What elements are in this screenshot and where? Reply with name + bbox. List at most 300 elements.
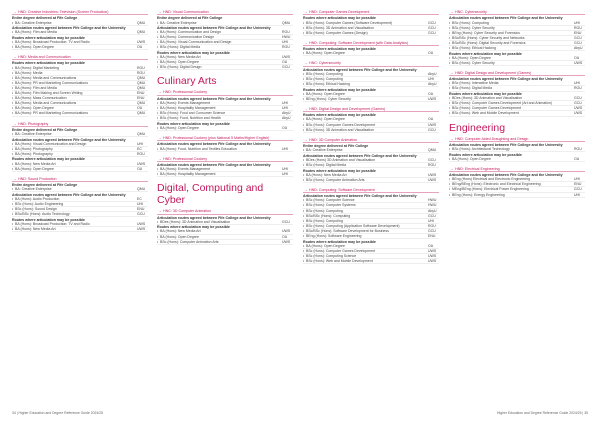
degree-name: BA: Creative Enterprise [306,148,343,153]
degree-name: BSc (Hons): Cyber Security [452,60,495,65]
degree-row [303,31,439,36]
university-code: QMU [137,101,146,106]
section-heading: Culinary Arts [157,75,217,88]
university-code: QMU [137,111,146,116]
university-code: QMU [137,85,146,90]
bullet-icon: • [449,20,451,25]
course-title: HND: Professional Cookery (plus National 5 Maths/Higher English) [163,136,270,140]
course-block [303,107,439,133]
university-code: RGU [282,45,290,50]
route-subheading: Routes where articulation may be possible [157,51,230,56]
university-code: GCU [428,157,436,162]
route-subheading: Articulation routes agreed between Fife College and the University [303,67,417,72]
course-block [157,10,293,70]
bullet-icon: • [157,100,159,105]
bullet-icon: • [449,40,451,45]
degree-name: BEng (Hons): Cyber Security [306,96,351,101]
degree-name: BSc (Hons): Computer Games (Software Development) [306,20,393,25]
university-code: AbyU [282,111,291,116]
degree-row [157,21,293,26]
university-code: UHI [574,20,581,25]
degree-name: BA (Hons): New Media Art [160,229,201,234]
course-block [303,61,439,102]
bullet-icon: • [157,239,159,244]
bullet-icon: • [157,45,159,50]
course-title: HND: Computer Aided Draughting and Design [455,136,529,141]
university-code: QMU [137,80,146,85]
bullet-icon: • [157,60,159,65]
bullet-icon: • [449,81,451,86]
bullet-icon: • [12,227,14,231]
degree-row [157,45,293,50]
course-block [12,177,148,232]
degree-row [12,132,148,137]
route-subheading: Routes where articulation may be possible [449,152,522,157]
degree-name: BSc (Hons): Computer Animation Arts [306,177,365,182]
bullet-icon: • [449,187,451,192]
arrow-right-icon: → [304,10,308,14]
university-code: QMU [137,75,146,80]
course-block [157,209,293,244]
route-subheading: Entire degree delivered at Fife College [303,144,369,149]
degree-row [12,45,148,50]
bullet-icon: • [303,117,305,122]
column-2 [157,10,293,250]
university-code: HWU [282,35,291,40]
route-subheading: Articulation routes agreed between Fife College and the University [449,16,563,21]
course-heading [303,188,439,193]
bullet-icon: • [12,20,14,25]
arrow-right-icon: → [304,40,308,45]
university-code: OU [428,117,434,122]
bullet-icon: • [157,55,159,60]
course-block [12,122,148,172]
degree-name: BDes (Hons): 3D Animation and Visualisation [452,96,523,101]
degree-name: BSc (Hons): Computer Games Development [452,106,522,111]
university-code: UWS [428,96,437,101]
bullet-icon: • [303,127,305,132]
arrow-right-icon: → [158,156,162,161]
degree-row [157,240,293,245]
bullet-icon: • [157,234,159,239]
degree-name: BA (Hons): Events Management [160,167,210,172]
university-code: GCU [574,40,582,45]
degree-name: BA (Hons): Open Degree [452,55,491,60]
university-code: UHI [282,172,289,177]
arrow-right-icon: → [450,166,454,171]
university-code: ENU [574,182,582,187]
bullet-icon: • [12,80,14,85]
university-code: AbyU [428,71,437,76]
arrow-right-icon: → [304,137,308,142]
bullet-icon: • [157,40,159,45]
university-code: UHI [137,141,144,146]
university-code: QMU [137,132,146,136]
bullet-icon: • [303,20,305,25]
course-block [157,136,293,152]
degree-name: BA (Hons): Visual Communication and Design [160,40,232,45]
university-code: UWS [428,122,437,127]
degree-name: BA (Hons): New Media Art [160,55,201,60]
degree-name: MEng/BEng (Hons): Electrical Power Engineering [452,187,529,192]
university-code: OU [282,125,288,130]
degree-name: BA (Hons): Open Degree [306,243,345,248]
bullet-icon: • [303,148,305,153]
course-heading [157,136,293,141]
bullet-icon: • [12,65,14,70]
university-code: GCU [428,25,436,30]
degree-row [12,21,148,26]
university-code: UHI [282,40,289,45]
route-subheading: Routes where articulation may be possible [12,35,85,40]
route-subheading: Articulation routes agreed between Fife College and the University [157,215,271,220]
university-code: RGU [574,147,582,151]
course-heading [12,177,148,182]
university-code: UWS [137,227,146,231]
course-heading [12,10,148,15]
bullet-icon: • [303,223,305,228]
bullet-icon: • [157,20,159,25]
degree-name: BA (Hons): New Media Art [306,172,347,177]
degree-name: BSc (Hons): Computer Games Development [306,122,376,127]
degree-name: BSc (Hons): Computer Science [306,198,355,203]
route-subheading: Articulation routes agreed between Fife College and the University [449,77,563,82]
degree-row [303,82,439,87]
degree-row [157,65,293,70]
bullet-icon: • [157,30,159,35]
arrow-right-icon: → [158,90,162,95]
course-heading [449,10,585,15]
university-code: QMU [428,148,437,153]
degree-name: BSc (Hons): Computer Games Development (Art and Animation) [452,101,552,106]
arrow-right-icon: → [304,187,308,192]
degree-name: BA (Hons): Hospitality Management [160,106,216,111]
route-subheading: Routes where articulation may be possible [303,113,376,118]
course-title: HND: Computer Games Development [309,10,370,14]
university-code: QMU [282,20,291,25]
course-title: HND: Visual Communication [163,10,209,14]
bullet-icon: • [12,106,14,111]
course-title: HND: Media and Communication [18,55,71,60]
degree-row [449,147,585,152]
degree-name: BSc (Hons): Computing [306,71,343,76]
university-code: OU [282,234,288,239]
university-code: OU [428,91,434,96]
university-code: RGU [428,223,436,228]
degree-name: BA: Creative Enterprise [15,132,52,136]
course-heading [12,55,148,60]
bullet-icon: • [303,253,305,258]
university-code: UWS [137,161,146,166]
degree-row [303,51,439,56]
bullet-icon: • [12,221,14,226]
bullet-icon: • [303,218,305,223]
bullet-icon: • [303,259,305,263]
university-code: AbyU [574,45,583,50]
university-code: OU [137,106,143,111]
degree-row [12,167,148,172]
degree-row [449,86,585,91]
degree-name: BA: Creative Enterprise [160,20,197,25]
degree-row [303,259,439,264]
arrow-right-icon: → [13,55,17,60]
university-code: UWS [428,248,437,253]
degree-row [12,227,148,232]
course-block [449,167,585,198]
bullet-icon: • [303,30,305,35]
degree-name: BA (Hons): Digital Marketing [15,65,59,70]
degree-name: BDes (Hons) 3D Animation and Visualisation [306,157,376,162]
degree-name: BA (Hons): Open Degree [306,51,345,56]
degree-name: BA (Hons): Broadcast Production: TV and Radio [15,221,90,226]
university-code: UWS [574,106,583,111]
course-block [303,188,439,264]
degree-row [449,111,585,116]
bullet-icon: • [12,70,14,75]
degree-name: BA (Hons): Photography [15,146,53,151]
degree-name: BA (Hons): Film and Media [15,30,57,35]
bullet-icon: • [157,146,159,151]
degree-row [12,187,148,192]
university-code: UHI [574,177,581,182]
course-heading [303,61,439,66]
degree-name: BSc (Hons): 3D Animation and Visualisation [306,127,375,132]
route-subheading: Articulation routes agreed between Fife College and the University [157,96,271,101]
course-title: HNC: Cybersecurity [455,10,487,14]
course-heading [303,107,439,112]
bullet-icon: • [12,111,14,116]
degree-name: BSc (Hons): Web and Mobile Development [452,111,519,116]
university-code: UHI [137,202,144,207]
bullet-icon: • [449,60,451,65]
route-subheading: Entire degree delivered at Fife College [12,16,78,21]
course-block [303,41,439,57]
university-code: UWS [428,253,437,258]
degree-name: BSc (Hons): Cyber Security [452,25,495,30]
bullet-icon: • [449,177,451,182]
degree-name: BA (Hons): Media and Communications [15,101,77,106]
route-subheading: Routes where articulation may be possible [12,217,85,222]
degree-row [157,172,293,177]
degree-name: BSc (Hons): Digital Media [452,86,493,91]
university-code: UWS [428,177,437,182]
degree-name: BSc (Hons): Ethical Hacking [306,82,350,87]
university-code: OU [282,60,288,65]
university-code: GCU [282,65,290,70]
course-block [157,90,293,131]
column-1 [12,10,148,237]
university-code: HWU [428,198,437,203]
university-code: UHI [574,81,581,86]
degree-name: BA (Hons): New Media Art [15,227,56,231]
university-code: ENU [574,30,582,35]
degree-name: BSc (Hons): Interactive Media [452,81,499,86]
bullet-icon: • [303,122,305,127]
degree-name: BA (Hons): PR and Marketing Communications [15,80,88,85]
bullet-icon: • [12,75,14,80]
bullet-icon: • [12,132,14,136]
course-title: HND: Digital Design and Development (Games) [309,106,386,111]
bullet-icon: • [12,146,14,151]
arrow-right-icon: → [450,136,454,141]
course-heading [303,41,439,46]
section-heading: Engineering [449,121,506,134]
university-code: UHI [282,106,289,111]
degree-name: BA (Hons): Open Degree [15,166,54,171]
university-code: GCU [574,187,582,192]
bullet-icon: • [449,101,451,106]
university-code: ENU [137,207,145,212]
degree-name: BSc (Hons): Food, Nutrition and Health [160,116,221,121]
degree-row [12,212,148,217]
bullet-icon: • [157,172,159,177]
university-code: RGU [574,86,582,91]
university-code: OU [574,156,580,161]
degree-name: BA (Hons): Open Degree [306,117,345,122]
degree-name: BSc (Hons): Audio Engineering [15,202,64,207]
degree-name: BSc (Hons): Digital Media [306,163,347,167]
route-subheading: Articulation routes agreed between Fife College and the University [12,192,126,197]
course-title: HND: Electrical Engineering [455,166,500,171]
route-subheading: Articulation routes agreed between Fife College and the University [157,26,271,31]
university-code: GCU [137,212,145,217]
bullet-icon: • [12,212,14,217]
degree-name: BA (Hons): Hospitality Management [160,172,216,177]
degree-name: BA (Hons): Photography [15,151,53,156]
degree-row [12,152,148,157]
university-code: UHI [574,192,581,197]
university-code: UWS [282,229,291,234]
bullet-icon: • [449,35,451,40]
degree-name: BA (Hons): Open Degree [160,234,199,239]
degree-row [303,163,439,168]
university-code: UWS [428,259,437,263]
bullet-icon: • [12,44,14,49]
course-block [303,10,439,36]
route-subheading: Routes where articulation may be possible [303,239,376,244]
bullet-icon: • [449,25,451,30]
degree-name: BEng (Hons) Electrical and Electronic Engineering [452,177,531,182]
bullet-icon: • [303,91,305,96]
university-code: ENU [137,96,145,101]
bullet-icon: • [157,106,159,111]
bullet-icon: • [12,85,14,90]
university-code: GCU [574,101,582,106]
degree-name: BEng/BEng (Hons): Electronic and Electrical Engineering [452,182,541,187]
university-code: RGU [137,70,145,75]
bullet-icon: • [157,125,159,130]
degree-name: BSc (Hons): Architectural Technology [452,147,510,151]
bullet-icon: • [157,229,159,234]
course-heading [157,90,293,95]
degree-name: BA: Creative Enterprise [15,187,52,192]
arrow-right-icon: → [158,136,162,140]
degree-name: BSc (Hons): Computing [452,20,489,25]
university-code: GCU [428,127,436,132]
route-subheading: Articulation routes agreed between Fife College and the University [12,137,126,142]
degree-name: BA (Hons): Film and Media [15,85,57,90]
degree-name: BSc/BSc (Hons): Audio Technology [15,212,70,217]
university-code: ENU [137,91,145,96]
column-3 [303,10,439,269]
bullet-icon: • [157,111,159,116]
degree-name: BSc (Hons): Computing Science [306,253,357,258]
university-code: UHI [282,167,289,172]
university-code: EC [137,196,142,201]
degree-row [303,148,439,153]
degree-row [303,234,439,239]
bullet-icon: • [303,163,305,167]
university-code: OU [137,44,143,49]
university-code: AbyU [428,82,437,87]
university-code: GCU [428,30,436,35]
bullet-icon: • [303,82,305,87]
university-code: GCU [574,96,582,101]
university-code: GCU [428,213,436,218]
route-subheading: Articulation routes agreed between Fife College and the University [12,26,126,31]
arrow-right-icon: → [450,70,454,75]
bullet-icon: • [303,96,305,101]
degree-row [449,193,585,198]
course-title: HNC: Cybersecurity [309,61,341,66]
course-block [12,55,148,116]
degree-name: BA (Hons): Open Degree [15,106,54,111]
section-heading: Digital, Computing and Cyber [157,182,264,207]
bullet-icon: • [12,91,14,96]
bullet-icon: • [303,243,305,248]
course-block [303,138,439,183]
course-heading [157,10,293,15]
footer-left: 34 | Higher Education and Degree Reference Guide 2024/25 [12,411,103,415]
university-code: UHI [282,146,289,151]
route-subheading: Articulation routes agreed between Fife College and the University [449,173,563,178]
route-subheading: Entire degree delivered at Fife College [12,127,78,132]
bullet-icon: • [449,182,451,187]
bullet-icon: • [12,101,14,106]
route-subheading: Entire degree delivered at Fife College [157,16,223,21]
route-subheading: Articulation routes agreed between Fife College and the University [303,194,417,199]
bullet-icon: • [449,45,451,50]
bullet-icon: • [12,161,14,166]
degree-row [157,147,293,152]
degree-name: BSc (Hons): Computing [306,208,343,213]
bullet-icon: • [449,30,451,35]
university-code: UWS [428,172,437,177]
degree-name: BA (Hons): Open Degree [15,44,54,49]
course-heading [157,209,293,214]
route-subheading: Routes where articulation may be possible [12,157,85,162]
course-title: HND: Photography [18,121,49,126]
bullet-icon: • [12,187,14,192]
university-code: UWS [137,39,146,44]
arrow-right-icon: → [13,10,17,14]
degree-name: BA (Hons): Events Management [160,100,210,105]
degree-name: BSc (Hons): Digital Design [160,65,202,70]
bullet-icon: • [303,177,305,182]
degree-name: BSc (Hons): Web and Mobile Development [306,259,373,263]
route-subheading: Routes where articulation may be possible [449,51,522,56]
degree-name: BA (Hons): Mass Communication [15,96,67,101]
university-code: EC [137,146,142,151]
degree-name: BA (Hons): Broadcast Production: TV and Radio [15,39,90,44]
course-heading [449,71,585,76]
course-block [449,71,585,117]
bullet-icon: • [303,157,305,162]
university-code: UWS [282,239,291,244]
arrow-right-icon: → [304,61,308,66]
arrow-right-icon: → [158,209,162,214]
course-block [449,137,585,162]
